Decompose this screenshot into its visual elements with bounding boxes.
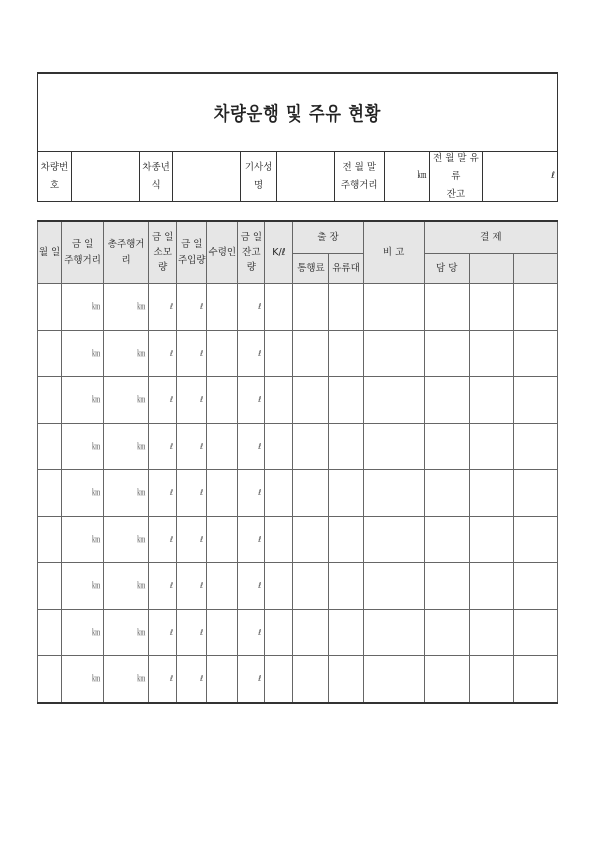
table-row	[38, 516, 558, 563]
cell-toll[interactable]	[293, 656, 329, 703]
cell-refuel[interactable]: ℓ	[177, 377, 207, 424]
cell-refuel[interactable]: ℓ	[177, 656, 207, 703]
col-in-charge: 담 당	[424, 254, 469, 284]
cell-efficiency[interactable]	[265, 377, 293, 424]
col-date: 월 일	[38, 221, 62, 284]
cell-efficiency[interactable]	[265, 656, 293, 703]
cell-efficiency[interactable]	[265, 470, 293, 517]
cell-approval-2[interactable]	[469, 470, 513, 517]
cell-date[interactable]	[38, 423, 62, 470]
cell-date[interactable]	[38, 656, 62, 703]
col-balance-line2: 잔고량	[242, 246, 261, 274]
cell-toll[interactable]	[293, 423, 329, 470]
table-row	[38, 563, 558, 610]
cell-remarks[interactable]	[363, 609, 424, 656]
cell-date[interactable]	[38, 330, 62, 377]
cell-approval-3[interactable]	[513, 609, 557, 656]
cell-balance[interactable]: ℓ	[238, 423, 265, 470]
cell-daily-distance[interactable]: ㎞	[62, 656, 104, 703]
cell-date[interactable]	[38, 377, 62, 424]
table-row	[38, 609, 558, 656]
cell-fuel-cost[interactable]	[329, 609, 363, 656]
cell-fuel-cost[interactable]	[329, 377, 363, 424]
prev-fuel-label-line2: 잔고	[446, 189, 466, 201]
cell-consumption[interactable]: ℓ	[149, 377, 177, 424]
col-approval: 결 제	[424, 221, 557, 254]
cell-approval-3[interactable]	[513, 656, 557, 703]
cell-in-charge[interactable]	[424, 516, 469, 563]
cell-balance[interactable]: ℓ	[238, 377, 265, 424]
cell-total-distance[interactable]: ㎞	[104, 516, 149, 563]
cell-receiver[interactable]	[207, 563, 238, 610]
cell-balance[interactable]: ℓ	[238, 656, 265, 703]
header-frame	[37, 72, 558, 202]
vehicle-info-row	[38, 152, 557, 202]
col-toll: 통행료	[293, 254, 329, 284]
cell-toll[interactable]	[293, 377, 329, 424]
cell-total-distance[interactable]: ㎞	[104, 609, 149, 656]
cell-remarks[interactable]	[363, 330, 424, 377]
log-rows	[38, 284, 558, 703]
col-total-distance: 총주행거리	[104, 221, 149, 284]
cell-refuel[interactable]: ℓ	[177, 516, 207, 563]
cell-receiver[interactable]	[207, 609, 238, 656]
col-approval-3	[513, 254, 557, 284]
cell-balance[interactable]: ℓ	[238, 609, 265, 656]
cell-consumption[interactable]: ℓ	[149, 563, 177, 610]
prev-fuel-label-line1: 전 월 말 유류	[433, 152, 479, 182]
cell-in-charge[interactable]	[424, 609, 469, 656]
cell-in-charge[interactable]	[424, 656, 469, 703]
cell-daily-distance[interactable]: ㎞	[62, 330, 104, 377]
cell-fuel-cost[interactable]	[329, 656, 363, 703]
cell-total-distance[interactable]: ㎞	[104, 470, 149, 517]
cell-efficiency[interactable]	[265, 423, 293, 470]
cell-toll[interactable]	[293, 563, 329, 610]
cell-remarks[interactable]	[363, 563, 424, 610]
cell-approval-2[interactable]	[469, 563, 513, 610]
cell-remarks[interactable]	[363, 470, 424, 517]
liter-unit: ℓ	[551, 171, 556, 182]
cell-toll[interactable]	[293, 470, 329, 517]
table-row	[38, 470, 558, 517]
table-row	[38, 330, 558, 377]
cell-toll[interactable]	[293, 609, 329, 656]
cell-receiver[interactable]	[207, 470, 238, 517]
col-refuel-line1: 금 일	[181, 239, 203, 251]
driver-label: 기사성명	[241, 152, 277, 202]
cell-fuel-cost[interactable]	[329, 563, 363, 610]
cell-remarks[interactable]	[363, 284, 424, 331]
cell-consumption[interactable]: ℓ	[149, 609, 177, 656]
col-remarks: 비 고	[363, 221, 424, 284]
cell-approval-3[interactable]	[513, 516, 557, 563]
cell-efficiency[interactable]	[265, 284, 293, 331]
cell-consumption[interactable]: ℓ	[149, 284, 177, 331]
cell-balance[interactable]: ℓ	[238, 516, 265, 563]
cell-total-distance[interactable]: ㎞	[104, 563, 149, 610]
col-consumption	[149, 221, 177, 284]
cell-refuel[interactable]: ℓ	[177, 423, 207, 470]
cell-in-charge[interactable]	[424, 377, 469, 424]
cell-approval-2[interactable]	[469, 516, 513, 563]
driver-field[interactable]	[277, 152, 335, 202]
cell-fuel-cost[interactable]	[329, 330, 363, 377]
plate-label: 차량번호	[38, 152, 72, 202]
cell-total-distance[interactable]: ㎞	[104, 330, 149, 377]
cell-fuel-cost[interactable]	[329, 470, 363, 517]
cell-remarks[interactable]	[363, 377, 424, 424]
plate-field[interactable]	[72, 152, 140, 202]
cell-refuel[interactable]: ℓ	[177, 609, 207, 656]
cell-approval-3[interactable]	[513, 377, 557, 424]
cell-approval-3[interactable]	[513, 563, 557, 610]
cell-in-charge[interactable]	[424, 423, 469, 470]
title-row	[38, 74, 557, 152]
cell-fuel-cost[interactable]	[329, 516, 363, 563]
cell-balance[interactable]: ℓ	[238, 284, 265, 331]
table-row	[38, 656, 558, 703]
cell-balance[interactable]: ℓ	[238, 470, 265, 517]
cell-remarks[interactable]	[363, 516, 424, 563]
cell-receiver[interactable]	[207, 656, 238, 703]
cell-fuel-cost[interactable]	[329, 284, 363, 331]
vehicle-log-table	[37, 220, 558, 704]
cell-efficiency[interactable]	[265, 516, 293, 563]
prev-fuel-label	[430, 152, 484, 202]
cell-total-distance[interactable]: ㎞	[104, 377, 149, 424]
col-efficiency: K/ℓ	[265, 221, 293, 284]
model-label: 차종년식	[140, 152, 174, 202]
col-trip: 출 장	[293, 221, 363, 254]
col-daily-distance	[62, 221, 104, 284]
cell-approval-2[interactable]	[469, 656, 513, 703]
table-row	[38, 423, 558, 470]
cell-receiver[interactable]	[207, 284, 238, 331]
cell-approval-2[interactable]	[469, 330, 513, 377]
cell-refuel[interactable]: ℓ	[177, 284, 207, 331]
cell-refuel[interactable]: ℓ	[177, 330, 207, 377]
cell-in-charge[interactable]	[424, 330, 469, 377]
col-balance-line1: 금 일	[240, 231, 263, 243]
col-receiver: 수령인	[207, 221, 238, 284]
col-consumption-line1: 금 일	[152, 231, 174, 243]
cell-date[interactable]	[38, 284, 62, 331]
cell-remarks[interactable]	[363, 656, 424, 703]
cell-approval-2[interactable]	[469, 284, 513, 331]
cell-approval-2[interactable]	[469, 377, 513, 424]
km-unit: ㎞	[417, 171, 427, 182]
cell-consumption[interactable]: ℓ	[149, 330, 177, 377]
cell-efficiency[interactable]	[265, 563, 293, 610]
cell-daily-distance[interactable]: ㎞	[62, 284, 104, 331]
table-row	[38, 377, 558, 424]
col-refuel	[177, 221, 207, 284]
cell-balance[interactable]: ℓ	[238, 330, 265, 377]
prev-distance-field[interactable]	[385, 152, 430, 202]
cell-receiver[interactable]	[207, 377, 238, 424]
col-approval-2	[469, 254, 513, 284]
cell-approval-3[interactable]	[513, 330, 557, 377]
cell-total-distance[interactable]: ㎞	[104, 423, 149, 470]
cell-approval-2[interactable]	[469, 423, 513, 470]
cell-daily-distance[interactable]: ㎞	[62, 516, 104, 563]
cell-date[interactable]	[38, 470, 62, 517]
prev-distance-label-line2: 주행거리	[340, 180, 378, 191]
prev-distance-label-line1: 전 월 말	[342, 161, 377, 173]
cell-efficiency[interactable]	[265, 330, 293, 377]
cell-receiver[interactable]	[207, 330, 238, 377]
cell-date[interactable]	[38, 609, 62, 656]
cell-date[interactable]	[38, 516, 62, 563]
cell-refuel[interactable]: ℓ	[177, 470, 207, 517]
col-fuel-cost: 유류대	[329, 254, 363, 284]
cell-approval-3[interactable]	[513, 470, 557, 517]
cell-daily-distance[interactable]: ㎞	[62, 377, 104, 424]
table-row	[38, 284, 558, 331]
cell-refuel[interactable]: ℓ	[177, 563, 207, 610]
cell-total-distance[interactable]: ㎞	[104, 284, 149, 331]
model-field[interactable]	[173, 152, 241, 202]
col-refuel-line2: 주입량	[177, 254, 206, 266]
cell-receiver[interactable]	[207, 423, 238, 470]
prev-fuel-field[interactable]	[483, 152, 557, 202]
cell-fuel-cost[interactable]	[329, 423, 363, 470]
cell-balance[interactable]: ℓ	[238, 563, 265, 610]
cell-total-distance[interactable]: ㎞	[104, 656, 149, 703]
page-title: 차량운행 및 주유 현황	[213, 103, 382, 125]
cell-in-charge[interactable]	[424, 284, 469, 331]
col-daily-distance-line1: 금 일	[71, 239, 94, 251]
cell-daily-distance[interactable]: ㎞	[62, 609, 104, 656]
cell-remarks[interactable]	[363, 423, 424, 470]
cell-approval-3[interactable]	[513, 423, 557, 470]
cell-efficiency[interactable]	[265, 609, 293, 656]
cell-toll[interactable]	[293, 330, 329, 377]
cell-consumption[interactable]: ℓ	[149, 656, 177, 703]
cell-in-charge[interactable]	[424, 563, 469, 610]
cell-consumption[interactable]: ℓ	[149, 516, 177, 563]
cell-toll[interactable]	[293, 516, 329, 563]
cell-date[interactable]	[38, 563, 62, 610]
cell-in-charge[interactable]	[424, 470, 469, 517]
prev-distance-label	[335, 152, 385, 202]
cell-approval-3[interactable]	[513, 284, 557, 331]
cell-daily-distance[interactable]: ㎞	[62, 563, 104, 610]
col-consumption-line2: 소모량	[153, 246, 172, 274]
cell-consumption[interactable]: ℓ	[149, 423, 177, 470]
cell-daily-distance[interactable]: ㎞	[62, 470, 104, 517]
col-daily-distance-line2: 주행거리	[64, 254, 101, 266]
col-balance	[238, 221, 265, 284]
cell-daily-distance[interactable]: ㎞	[62, 423, 104, 470]
cell-toll[interactable]	[293, 284, 329, 331]
cell-approval-2[interactable]	[469, 609, 513, 656]
cell-consumption[interactable]: ℓ	[149, 470, 177, 517]
cell-receiver[interactable]	[207, 516, 238, 563]
